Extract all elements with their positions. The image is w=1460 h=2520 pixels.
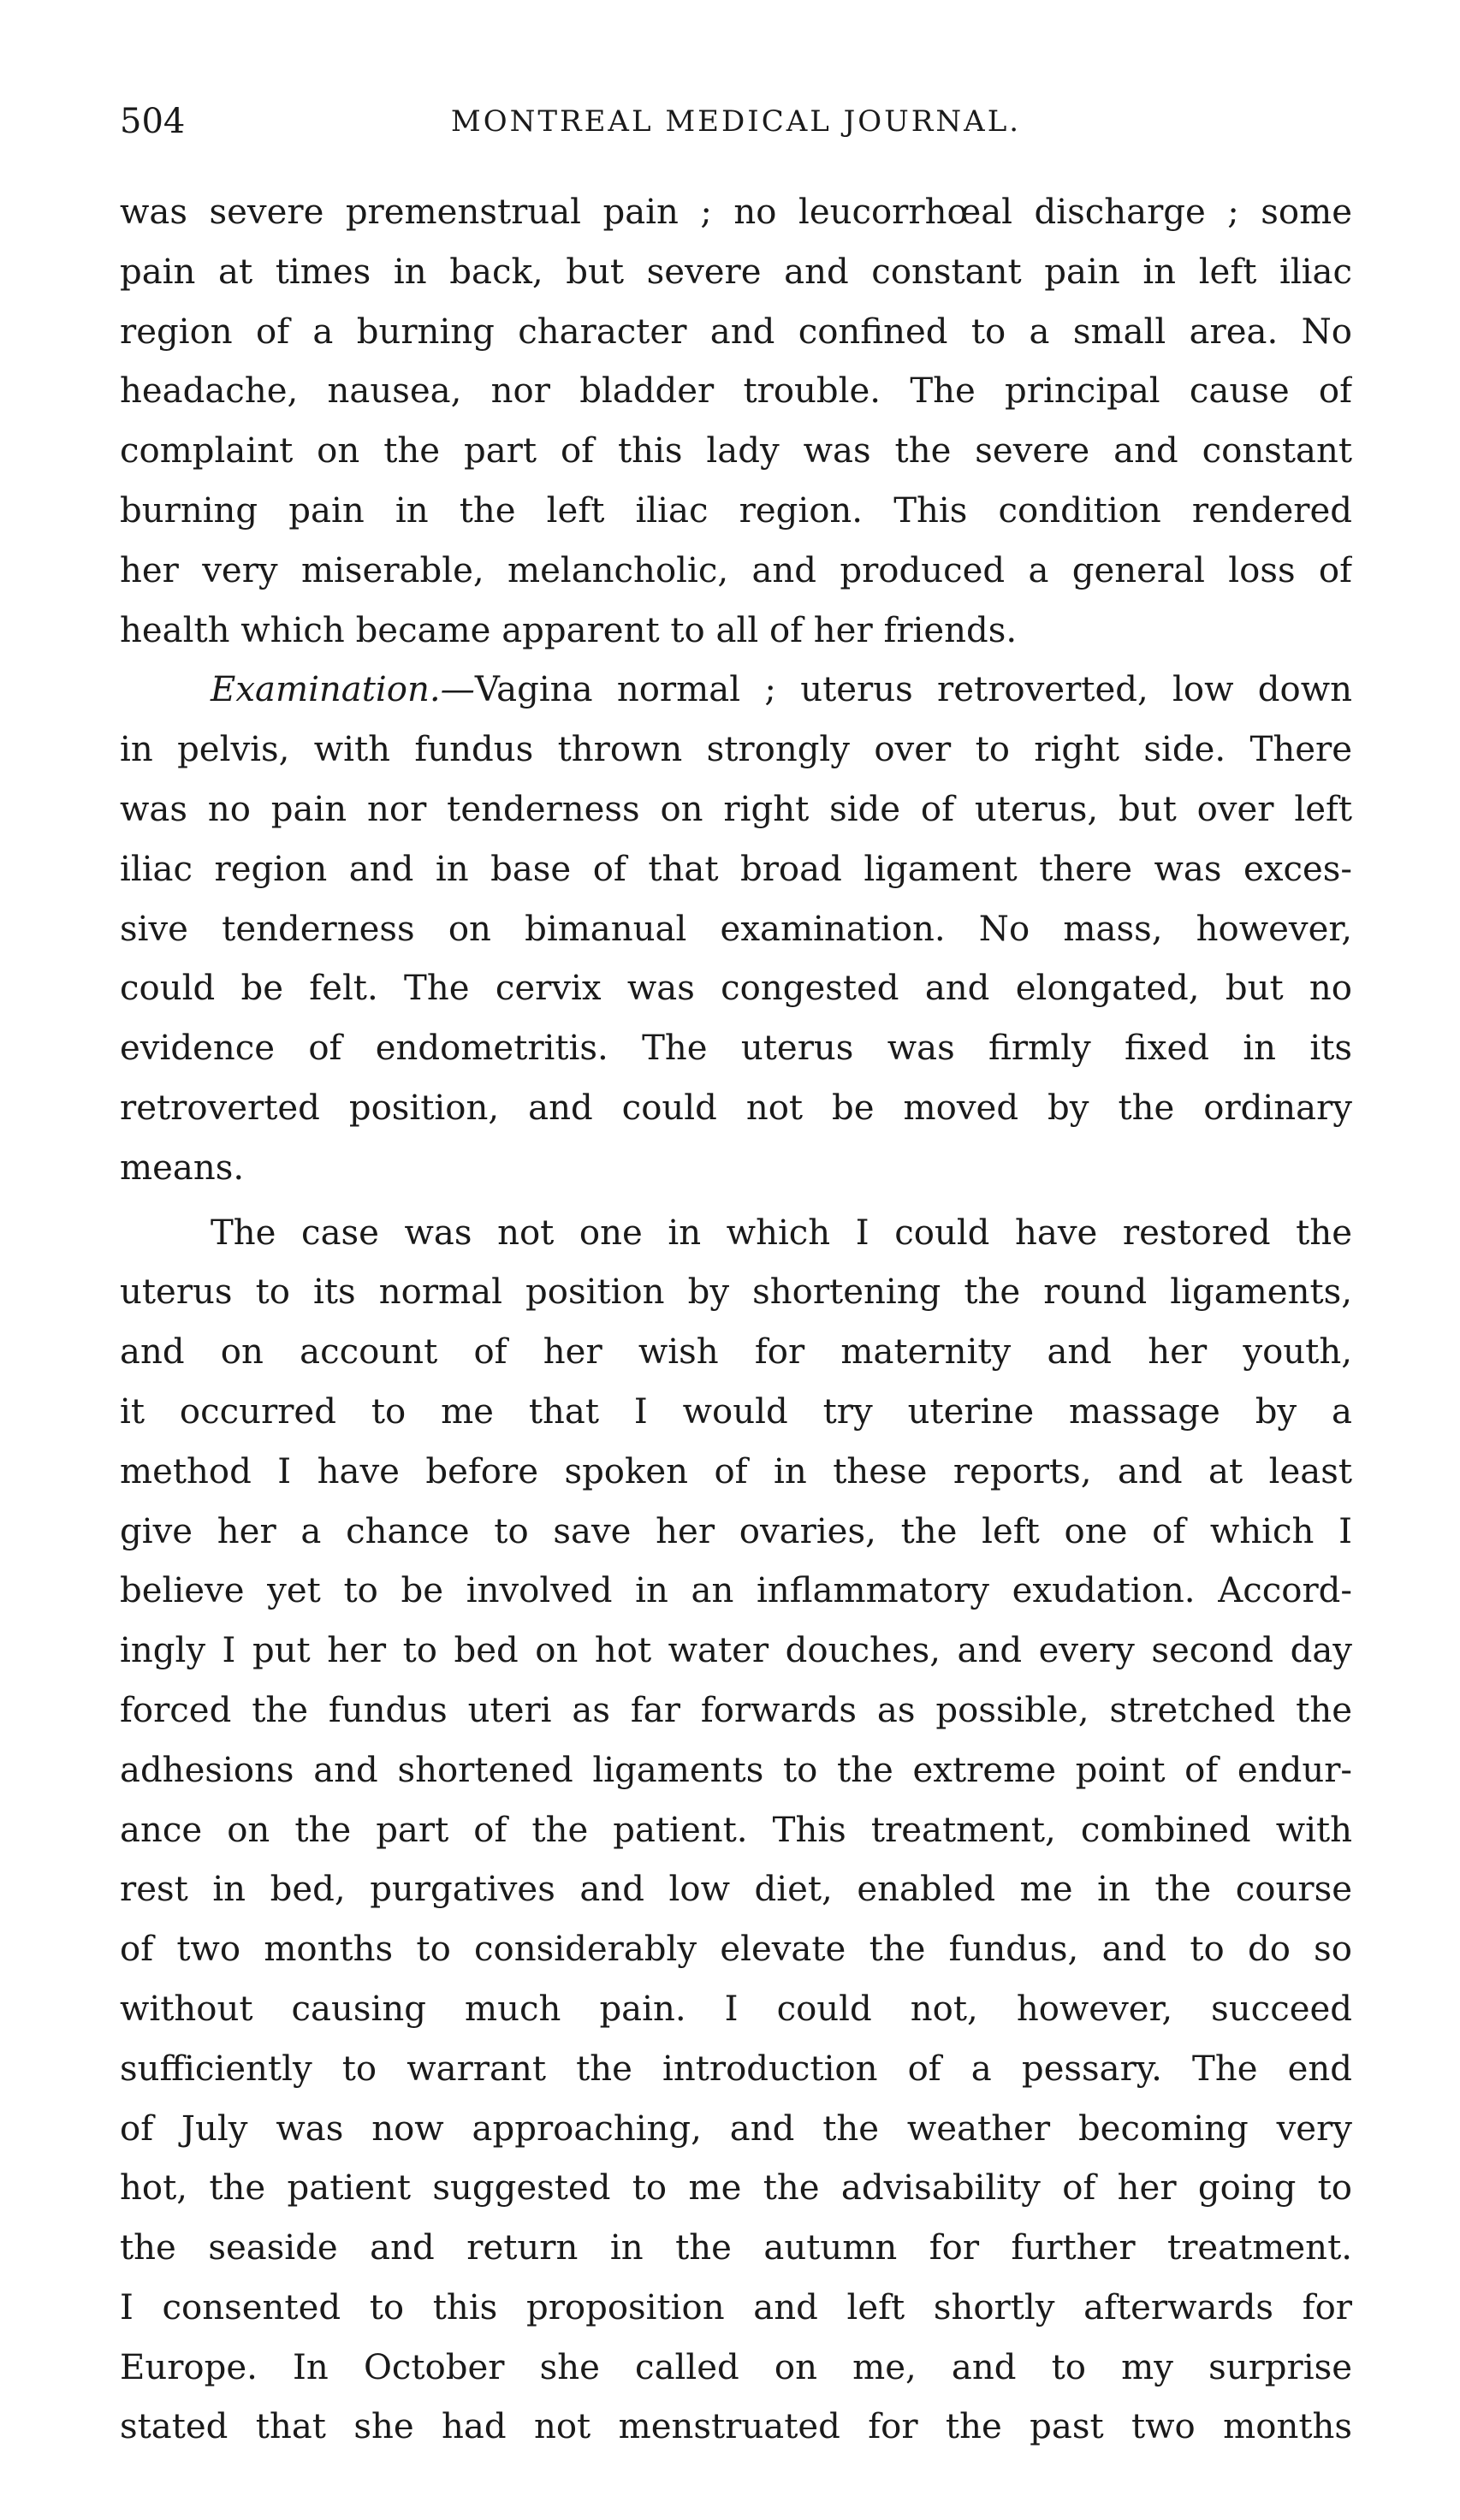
text-line: The case was not one in which I could have restored the — [211, 1213, 1352, 1253]
text-line: means. — [120, 1147, 245, 1188]
text-line: region of a burning character and confined to a small area. No — [120, 311, 1352, 352]
running-head — [120, 96, 1352, 147]
text-line: complaint on the part of this lady was the severe and constant — [120, 431, 1352, 471]
text-line: hot, the patient suggested to me the advisability of her going to — [120, 2168, 1352, 2209]
text-line: I consented to this proposition and left shortly afterwards for — [120, 2287, 1352, 2327]
text-line: rest in bed, purgatives and low diet, enabled me in the course — [120, 1870, 1352, 1910]
text-line: pain at times in back, but severe and constant pain in left iliac — [120, 252, 1352, 292]
text-line: could be felt. The cervix was congested and elongated, but no — [120, 969, 1352, 1009]
text-line: headache, nausea, nor bladder trouble. The principal cause of — [120, 371, 1352, 412]
text-line: of two months to considerably elevate the fundus, and to do so — [120, 1930, 1352, 1970]
text-line: health which became apparent to all of her friends. — [120, 610, 1018, 650]
text-line: evidence of endometritis. The uterus was firmly fixed in its — [120, 1029, 1352, 1069]
text-line: it occurred to me that I would try uterine massage by a — [120, 1391, 1352, 1432]
examination-heading: Examination.— — [211, 670, 475, 710]
text-line: give her a chance to save her ovaries, the left one of which I — [120, 1511, 1352, 1551]
text-line: sufficiently to warrant the introduction of a pessary. The end — [120, 2049, 1352, 2089]
text-line: in pelvis, with fundus thrown strongly over to right side. There — [120, 730, 1352, 770]
journal-title: MONTREAL MEDICAL JOURNAL. — [450, 104, 1022, 139]
text-line: her very miserable, melancholic, and produced a general loss of — [120, 550, 1352, 590]
page-number: 504 — [120, 102, 186, 141]
text-line: without causing much pain. I could not, however, succeed — [120, 1989, 1352, 2029]
examination-line — [120, 661, 1352, 720]
page — [120, 0, 1352, 2520]
text-line: burning pain in the left iliac region. This condition rendered — [120, 490, 1352, 531]
text-line: forced the fundus uteri as far forwards as possible, stretched the — [120, 1690, 1352, 1730]
text-line: ingly I put her to bed on hot water douches, and every second day — [120, 1631, 1352, 1671]
text-line: of July was now approaching, and the weather becoming very — [120, 2108, 1352, 2149]
text-line: method I have before spoken of in these reports, and at least — [120, 1451, 1352, 1491]
examination-text: Vagina normal ; uterus retroverted, low down — [474, 670, 1352, 710]
text-line: sive tenderness on bimanual examination. No mass, however, — [120, 909, 1352, 949]
text-line: and on account of her wish for maternity and her youth, — [120, 1332, 1352, 1373]
text-line: the seaside and return in the autumn for further treatment. — [120, 2228, 1352, 2268]
text-line: believe yet to be involved in an inflammatory exudation. Accord- — [120, 1571, 1352, 1611]
text-line: Europe. In October she called on me, and to my surprise — [120, 2347, 1352, 2387]
text-line: stated that she had not menstruated for the past two months — [120, 2407, 1352, 2447]
body-text — [120, 183, 1352, 2458]
text-line: adhesions and shortened ligaments to the extreme point of endur- — [120, 1750, 1352, 1790]
text-line: retroverted position, and could not be moved by the ordinary — [120, 1088, 1352, 1128]
text-line: ance on the part of the patient. This treatment, combined with — [120, 1810, 1352, 1850]
text-line: iliac region and in base of that broad ligament there was exces- — [120, 849, 1352, 889]
text-line: uterus to its normal position by shortening the round ligaments, — [120, 1272, 1352, 1313]
text-line: was no pain nor tenderness on right side of uterus, but over left — [120, 789, 1352, 829]
text-line: was severe premenstrual pain ; no leucorrhœal discharge ; some — [120, 193, 1352, 232]
